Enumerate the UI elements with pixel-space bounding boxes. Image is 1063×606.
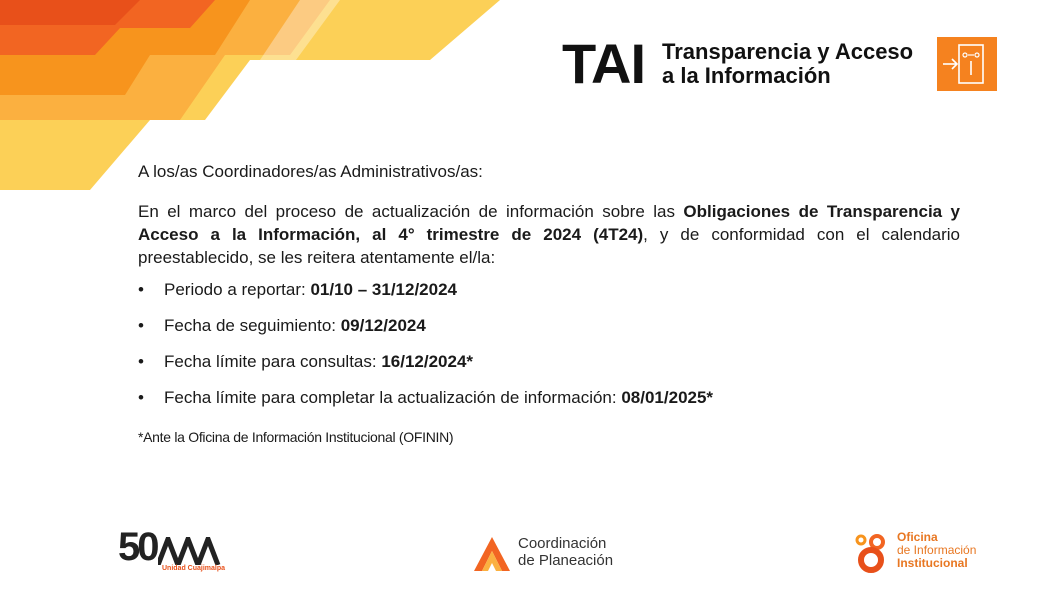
list-item [138,314,960,350]
oficina-line1: Oficina [897,530,938,544]
list-item [138,350,960,386]
uam-mark-icon [158,537,222,565]
bullet: • [138,388,144,407]
anniversary-number: 50 [118,525,157,569]
planeacion-line2: de Planeación [518,552,614,569]
brand-title-line1: Transparencia y Acceso [662,39,914,64]
brand-acronym: TAI [562,32,646,95]
oficina-circles-icon [853,532,895,574]
item-value: 08/01/2025* [621,388,714,407]
coordinacion-planeacion-logo [472,533,617,573]
bullet: • [138,280,144,299]
oficina-line3: Institucional [897,556,968,570]
intro-paragraph [138,200,960,269]
bullet: • [138,352,144,371]
oficina-informacion-logo [853,530,977,576]
item-value: 09/12/2024 [340,316,426,335]
oficina-line2: de Información [897,543,977,557]
item-label: Fecha de seguimiento: [164,316,341,335]
intro-text-start: En el marco del proceso de actualización de información sobre las [138,202,684,221]
item-label: Periodo a reportar: [164,280,311,299]
intro-text-bold: Obligaciones de Transparencia y Acceso a la Información, al 4° trimestre de 2024 (4T24) [138,202,961,244]
item-label: Fecha límite para completar la actualización de información: [164,388,622,407]
brand-title-line2: a la Información [662,63,831,88]
list-item [138,386,960,422]
bullet: • [138,316,144,335]
deadline-list [138,278,960,422]
intro-text-end: , y de conformidad con el calendario preestablecido, se les reitera atentamente el/la: [138,225,960,267]
oficina-text [897,531,976,570]
list-item [138,278,960,314]
item-label: Fecha límite para consultas: [164,352,382,371]
greeting: A los/as Coordinadores/as Administrativos/as: [138,162,483,181]
item-value: 01/10 – 31/12/2024 [310,280,457,299]
planeacion-arch-icon [472,535,512,571]
planeacion-line1: Coordinación [518,535,607,552]
uam-50-anniversary-logo [118,525,226,577]
planeacion-text [518,535,613,569]
footnote: *Ante la Oficina de Información Institucional (OFININ) [138,429,454,445]
letter-body [138,160,960,446]
anniversary-caption: Unidad Cuajimalpa [162,565,226,572]
brand-title [662,40,913,88]
item-value: 16/12/2024* [381,352,474,371]
arrow-into-door-icon [937,37,997,91]
